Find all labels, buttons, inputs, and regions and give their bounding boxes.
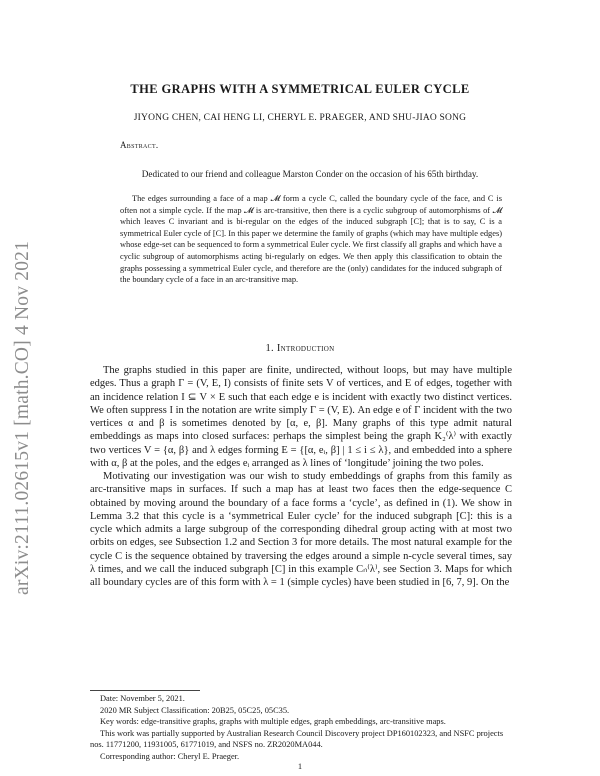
intro-paragraph: Motivating our investigation was our wish to study embeddings of graphs from this family as arc-transitive maps in surfaces. If such a map has at least two faces then the edge-sequence C obtained by moving around the boundary of a face forms a ‘cycle’, as defined in (1). We show in Lemma 3.2 that this cycle is a ‘symmetrical Euler cycle’ for the induced subgraph [C]: this is a cycle which admits a large subgroup of the corresponding dihedral group acting with at most two orbits on edges, see Subsection 1.2 and Section 3 for more details. The most natural example for the cycle C is the sequence obtained by traversing the edges around a simple n-cycle several times, say λ times, and we call the induced subgraph [C] in this example Cₙ⁽λ⁾, see Section 3. Maps for which all boundary cycles are of this form with λ = 1 (simple cycles) have been studied in [6, 7, 9]. On the bbox=[90, 471, 512, 588]
intro-paragraph: The graphs studied in this paper are finite, undirected, without loops, but may have multiple edges. Thus a graph Γ = (V, E, I) consists of finite sets V of vertices, and E of edges, together with an incidence relation I ⊆ V × E such that each edge e is incident with exactly two distinct vertices. We often suppress I in the notation are write simply Γ = (V, E). An edge e of Γ incident with the two vertices α and β is sometimes denoted by [α, e, β]. Many graphs of this type admit natural embeddings as maps into closed surfaces: perhaps the simplest being the graph K₂⁽λ⁾ with exactly two vertices V = {α, β} and λ edges forming E = {[α, eᵢ, β] | 1 ≤ i ≤ λ}, and embedded into a sphere with α, β at the poles, and the edges eᵢ arranged as λ lines of ‘longitude’ joining the two poles. bbox=[90, 365, 512, 469]
section-heading: 1. Introduction bbox=[265, 343, 335, 354]
footnote-rule bbox=[90, 690, 200, 691]
footnotes bbox=[90, 693, 512, 762]
paper-title: THE GRAPHS WITH A SYMMETRICAL EULER CYCLE bbox=[130, 82, 470, 96]
abstract-text: The edges surrounding a face of a map 𝓜 form a cycle C, called the boundary cycle of the face, and C is often not a simple cycle. If the map 𝓜 is arc-transitive, then there is a cyclic subgroup of automorphisms of 𝓜 which leaves C invariant and is bi-regular on the edges of the induced subgraph [C]; that is to say, C is a symmetrical Euler cycle of [C]. In this paper we determine the family of graphs (which may have multiple edges) whose edge-set can be sequenced to form a symmetrical Euler cycle. We first classify all graphs and which have a cyclic subgroup of automorphisms acting bi-regularly on edges. We then apply this classification to obtain the graphs possessing a symmetrical Euler cycle, and therefore are the (only) candidates for the induced subgraph of the boundary cycle of a face in an arc-transitive map. bbox=[120, 194, 502, 285]
body-text bbox=[90, 364, 512, 589]
footnote-msc: 2020 MR Subject Classification: 20B25, 05C25, 05C35. bbox=[100, 705, 290, 715]
footnote-keywords: Key words: edge-transitive graphs, graphs with multiple edges, graph embeddings, arc-transitive maps. bbox=[100, 717, 446, 726]
footnote-date: Date: November 5, 2021. bbox=[100, 694, 185, 703]
footnote-support: This work was partially supported by Australian Research Council Discovery project DP160102323, and NSFC projects nos. 11771200, 11931005, 61771019, and NSFS no. ZR2020MA044. bbox=[90, 728, 504, 749]
arxiv-stamp: arXiv:2111.02615v1 [math.CO] 4 Nov 2021 bbox=[12, 240, 33, 595]
footnote-corresponding: Corresponding author: Cheryl E. Praeger. bbox=[100, 751, 240, 761]
page-number: 1 bbox=[297, 761, 303, 771]
dedication: Dedicated to our friend and colleague Marston Conder on the occasion of his 65th birthday. bbox=[141, 169, 479, 179]
author-list: JIYONG CHEN, CAI HENG LI, CHERYL E. PRAEGER, AND SHU-JIAO SONG bbox=[133, 113, 467, 123]
abstract-label: Abstract. bbox=[120, 140, 159, 150]
